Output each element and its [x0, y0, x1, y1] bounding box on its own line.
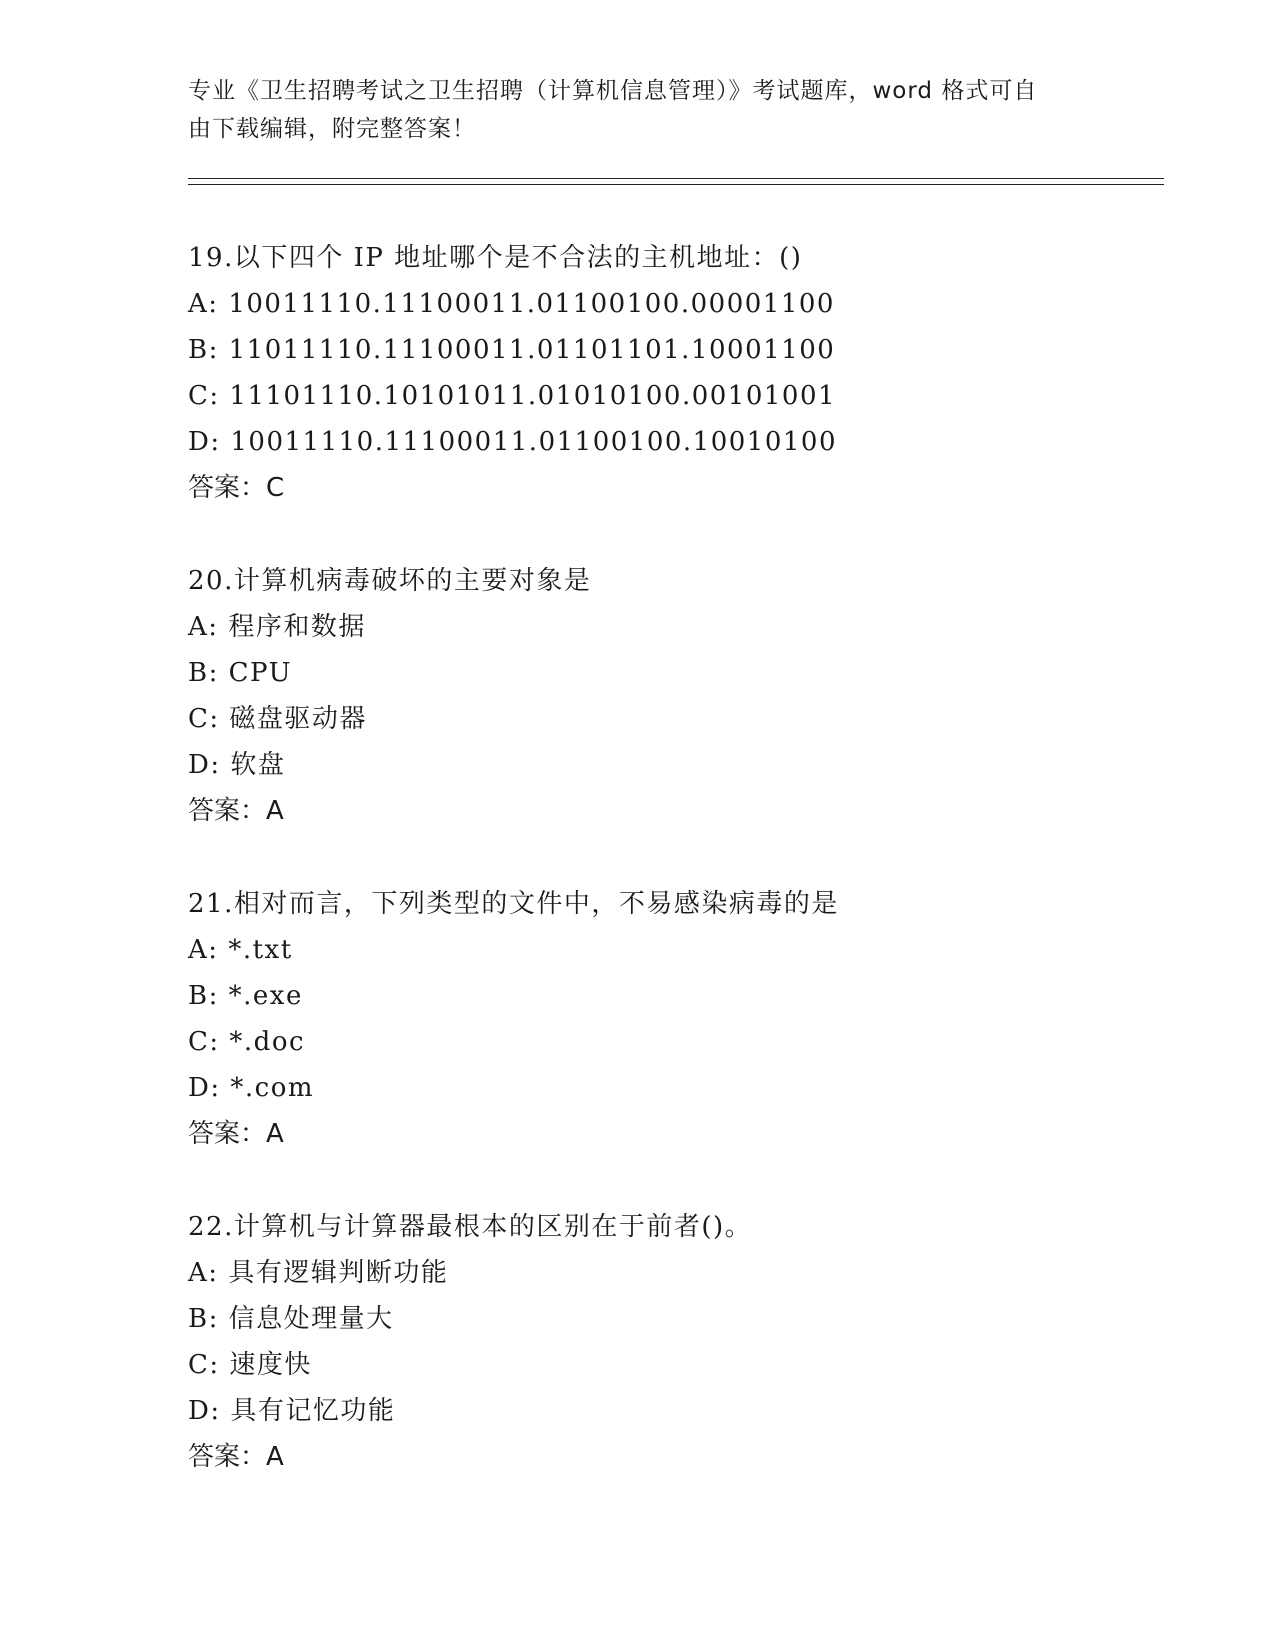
option-d [188, 742, 1168, 788]
option-d [188, 419, 1168, 465]
option-label: D: [188, 427, 221, 457]
option-d [188, 1388, 1168, 1434]
option-label: A: [188, 935, 219, 965]
question-21 [188, 881, 1168, 1157]
option-text: 11011110.11100011.01101101.10001100 [228, 335, 836, 365]
option-text: *.com [230, 1073, 315, 1103]
option-text: 10011110.11100011.01100100.00001100 [228, 289, 835, 319]
option-text: *.txt [228, 935, 293, 965]
option-a [188, 927, 1168, 973]
option-text: 程序和数据 [228, 612, 366, 642]
option-label: C: [188, 1350, 220, 1380]
option-c [188, 696, 1168, 742]
option-text: 具有记忆功能 [230, 1396, 396, 1426]
option-text: 信息处理量大 [228, 1304, 394, 1334]
option-label: B: [188, 335, 219, 365]
option-text: 速度快 [229, 1350, 312, 1380]
option-text: *.exe [228, 981, 303, 1011]
question-19 [188, 235, 1168, 511]
option-label: D: [188, 1396, 221, 1426]
question-20 [188, 558, 1168, 834]
option-text: 软盘 [230, 750, 286, 780]
option-label: B: [188, 658, 219, 688]
question-22 [188, 1204, 1168, 1480]
question-stem: 20.计算机病毒破坏的主要对象是 [188, 566, 592, 596]
option-text: CPU [228, 658, 292, 688]
option-b [188, 973, 1168, 1019]
header-divider-top [188, 178, 1164, 179]
option-text: 磁盘驱动器 [229, 704, 367, 734]
answer: 答案：A [188, 1119, 284, 1149]
option-label: D: [188, 750, 221, 780]
answer: 答案：C [188, 473, 285, 503]
document-header [188, 72, 1088, 148]
option-label: A: [188, 612, 219, 642]
option-label: B: [188, 981, 219, 1011]
option-d [188, 1065, 1168, 1111]
question-stem: 21.相对而言，下列类型的文件中，不易感染病毒的是 [188, 889, 839, 919]
option-label: C: [188, 704, 220, 734]
option-a [188, 604, 1168, 650]
header-line-2: 由下载编辑，附完整答案！ [188, 116, 476, 142]
answer: 答案：A [188, 1442, 284, 1472]
option-label: B: [188, 1304, 219, 1334]
question-stem: 22.计算机与计算器最根本的区别在于前者()。 [188, 1212, 753, 1242]
question-stem: 19.以下四个 IP 地址哪个是不合法的主机地址：() [188, 243, 803, 273]
option-label: A: [188, 1258, 219, 1288]
option-b [188, 1296, 1168, 1342]
option-c [188, 1342, 1168, 1388]
option-text: 具有逻辑判断功能 [228, 1258, 449, 1288]
option-b [188, 650, 1168, 696]
option-label: A: [188, 289, 219, 319]
answer: 答案：A [188, 796, 284, 826]
option-c [188, 1019, 1168, 1065]
option-label: C: [188, 381, 220, 411]
option-text: 10011110.11100011.01100100.10010100 [230, 427, 838, 457]
header-line-1: 专业《卫生招聘考试之卫生招聘（计算机信息管理）》考试题库，word 格式可自 [188, 78, 1038, 104]
option-label: C: [188, 1027, 220, 1057]
question-list [188, 235, 1168, 1527]
option-a [188, 1250, 1168, 1296]
option-label: D: [188, 1073, 221, 1103]
option-a [188, 281, 1168, 327]
option-text: 11101110.10101011.01010100.00101001 [229, 381, 837, 411]
option-b [188, 327, 1168, 373]
option-c [188, 373, 1168, 419]
option-text: *.doc [229, 1027, 306, 1057]
header-divider-bottom [188, 184, 1164, 185]
